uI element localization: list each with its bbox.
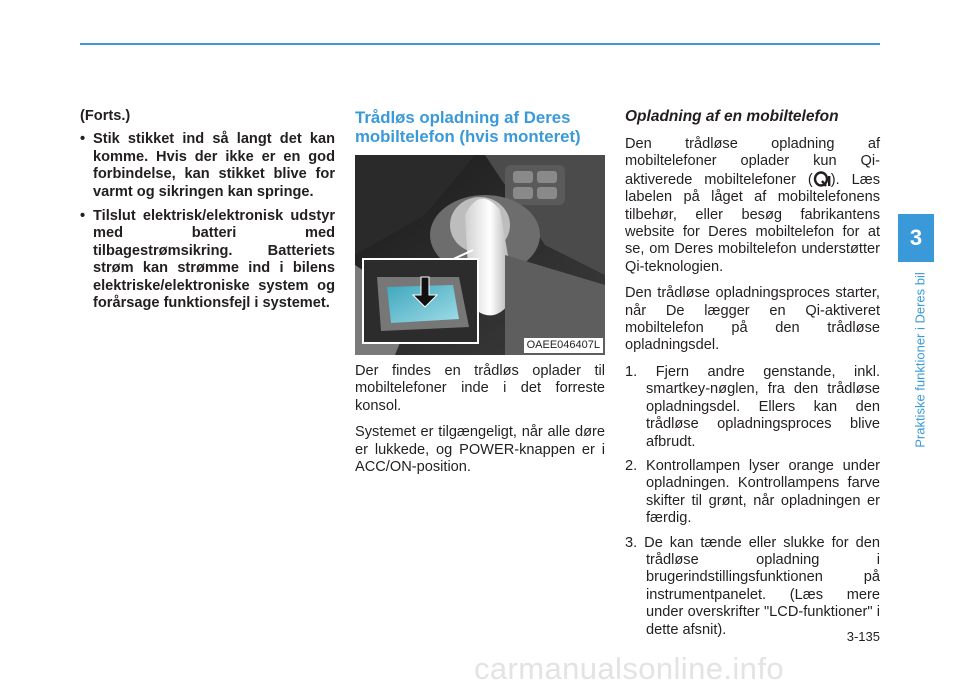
numbered-step: 2. Kontrollampen lyser orange under opladningen. Kontrollampens farve skifter til grønt, når opladningen er færdig. xyxy=(625,457,880,527)
chapter-tab: 3 xyxy=(898,214,934,262)
body-paragraph xyxy=(625,136,880,276)
console-illustration xyxy=(355,155,605,355)
paragraph-text: Den trådløse opladning af mobiltelefoner oplader kun Qi-aktiverede mobiltelefoner ( xyxy=(625,136,880,188)
bullet-dot: • xyxy=(80,131,86,148)
bullet-item xyxy=(80,208,335,312)
continued-label: (Forts.) xyxy=(80,108,131,124)
paragraph-text: ). Læs labelen på låget af mobiltelefonens tilbehør, eller besøg fabrikantens website for Deres mobiltelefon for at se, om Deres mobiltelefon understøtter Qi-teknologien. xyxy=(625,171,880,275)
qi-logo-icon xyxy=(813,171,831,187)
page-number: 3-135 xyxy=(846,629,880,644)
middle-column xyxy=(355,108,605,485)
body-paragraph: Systemet er tilgængeligt, når alle døre er lukkede, og POWER-knappen er i ACC/ON-position. xyxy=(355,424,605,476)
section-title: Trådløs opladning af Deres mobiltelefon (hvis monteret) xyxy=(355,108,581,146)
body-paragraph: Den trådløse opladningsproces starter, når De lægger en Qi-aktiveret mobiltelefon på den trådløse opladningsdel. xyxy=(625,285,880,354)
bullet-dot: • xyxy=(80,208,86,225)
figure-code: OAEE046407L xyxy=(524,338,603,353)
sub-title: Opladning af en mobiltelefon xyxy=(625,108,839,125)
numbered-step: 1. Fjern andre genstande, inkl. smartkey-nøglen, fra den trådløse opladningsdel. Ellers kan den trådløse opladningsproces blive afbrudt. xyxy=(625,363,880,450)
left-column xyxy=(80,108,335,319)
watermark: carmanualsonline.info xyxy=(474,651,784,686)
numbered-step: 3. De kan tænde eller slukke for den trådløse opladning i brugerindstillingsfunktionen på instrumentpanelet. (Læs mere under overskrifter "LCD-funktioner" i dette afsnit). xyxy=(625,534,880,638)
console-figure xyxy=(355,155,605,355)
header-rule xyxy=(80,43,880,45)
chapter-title: Praktiske funktioner i Deres bil xyxy=(912,272,928,448)
bullet-item xyxy=(80,131,335,201)
body-paragraph: Der findes en trådløs oplader til mobiltelefoner inde i det forreste konsol. xyxy=(355,363,605,414)
right-column xyxy=(625,108,880,646)
bullet-text: Stik stikket ind så langt det kan komme. Hvis der ikke er en god forbindelse, kan stikket blive for varmt og sikringen kan springe. xyxy=(93,131,335,200)
bullet-text: Tilslut elektrisk/elektronisk udstyr med batteri med tilbagestrømsikring. Batteriets strøm kan strømme ind i bilens elektriske/elektroniske system og forårsage funktionsfejl i systemet. xyxy=(93,208,335,312)
